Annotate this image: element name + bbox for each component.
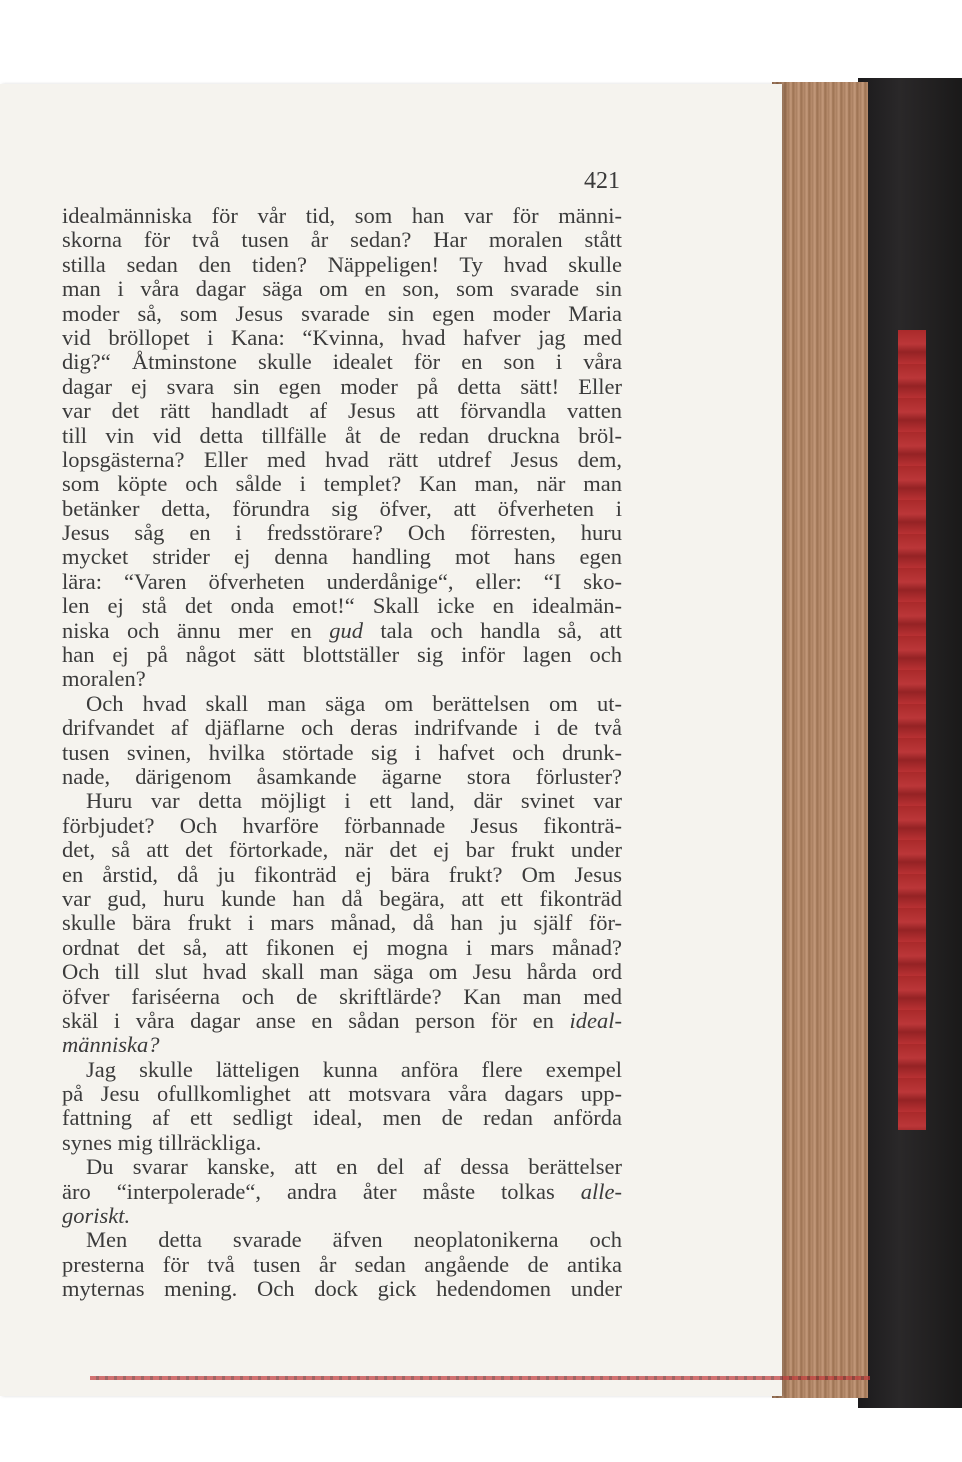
text-run: dig?“ Åtminstone skulle idealet för en son i våra — [62, 349, 622, 375]
text-run: betänker detta, förundra sig öfver, att öfverheten i — [62, 495, 622, 521]
text-line — [62, 985, 622, 1009]
text-run: skorna för två tusen år sedan? Har moralen stått — [62, 227, 622, 253]
text-run: fattning af ett sedligt ideal, men de redan anförda — [62, 1105, 622, 1131]
text-run: var gud, huru kunde han då begära, att ett fikonträd — [62, 885, 622, 911]
text-line — [62, 692, 622, 716]
text-run: öfver fariséerna och de skriftlärde? Kan man med — [62, 983, 622, 1009]
text-line — [62, 570, 622, 594]
text-run: skäl i våra dagar anse en sådan person för en — [62, 1007, 570, 1033]
text-line — [62, 765, 622, 789]
text-line — [62, 716, 622, 740]
text-run: på Jesu ofullkomlighet att motsvara våra dagars upp- — [62, 1081, 622, 1107]
text-line — [62, 887, 622, 911]
text-run: idealmänniska för vår tid, som han var för männi- — [62, 203, 622, 228]
text-run: drifvandet af djäflarne och deras indrifvande i de två — [62, 715, 622, 741]
text-run: myternas mening. Och dock gick hedendomen under — [62, 1276, 622, 1302]
text-run: lära: “Varen öfverheten underdånige“, eller: “I sko- — [62, 568, 622, 594]
page-number: 421 — [584, 168, 620, 194]
page-bottom-band — [90, 1376, 870, 1380]
text-line — [62, 1131, 622, 1155]
text-run: lopsgästerna? Eller med hvad rätt utdref Jesus dem, — [62, 446, 622, 472]
text-run: det, så att det förtorkade, när det ej bar frukt under — [62, 837, 622, 863]
text-run: Huru var detta möjligt i ett land, där svinet var — [86, 788, 622, 814]
text-run: förbjudet? Och hvarföre förbannade Jesus fikonträ- — [62, 812, 622, 838]
text-line — [62, 350, 622, 374]
text-line — [62, 521, 622, 545]
text-run: presterna för två tusen år sedan angående de antika — [62, 1251, 622, 1277]
text-run: till vin vid detta tillfälle åt de redan druckna bröl- — [62, 422, 622, 448]
italic-text: ideal- — [569, 1007, 622, 1033]
text-line — [62, 1155, 622, 1179]
text-run: len ej stå det onda emot!“ Skall icke en idealmän- — [62, 593, 622, 619]
text-run: vid bröllopet i Kana: “Kvinna, hvad hafver jag med — [62, 324, 622, 350]
text-line — [62, 643, 622, 667]
text-run: var det rätt handladt af Jesus att förvandla vatten — [62, 398, 622, 424]
text-line — [62, 277, 622, 301]
body-text — [62, 204, 622, 1302]
text-run: som köpte och sålde i templet? Kan man, när man — [62, 471, 622, 497]
text-line — [62, 302, 622, 326]
text-line — [62, 1277, 622, 1301]
text-line — [62, 1106, 622, 1130]
text-run: moralen? — [62, 666, 146, 692]
text-run: tala och handla så, att — [362, 617, 623, 643]
text-line — [62, 1033, 622, 1057]
italic-text: människa? — [62, 1032, 160, 1058]
text-run: Och hvad skall man säga om berättelsen om ut- — [86, 690, 622, 716]
text-run: skulle bära frukt i mars månad, då han ju själf för- — [62, 910, 622, 936]
text-run: stilla sedan den tiden? Näppeligen! Ty hvad skulle — [62, 251, 622, 277]
spine-label — [898, 330, 926, 1130]
text-line — [62, 326, 622, 350]
text-line — [62, 253, 622, 277]
text-line — [62, 472, 622, 496]
text-line — [62, 1228, 622, 1252]
text-line — [62, 936, 622, 960]
text-line — [62, 789, 622, 813]
text-run: nade, därigenom åsamkande ägarne stora förluster? — [62, 763, 622, 789]
text-line — [62, 1204, 622, 1228]
text-line — [62, 838, 622, 862]
text-run: niska och ännu mer en — [62, 617, 330, 643]
text-line — [62, 814, 622, 838]
text-run: Jesus såg en i fredsstörare? Och förresten, huru — [62, 520, 622, 546]
text-line — [62, 911, 622, 935]
italic-text: alle- — [580, 1178, 622, 1204]
text-line — [62, 204, 622, 228]
text-line — [62, 594, 622, 618]
text-line — [62, 424, 622, 448]
text-line — [62, 1009, 622, 1033]
text-run: dagar ej svara sin egen moder på detta sätt! Eller — [62, 373, 622, 399]
text-run: tusen svinen, hvilka störtade sig i hafvet och drunk- — [62, 739, 622, 765]
text-line — [62, 1180, 622, 1204]
text-run: synes mig tillräckliga. — [62, 1129, 262, 1155]
italic-text: goriskt. — [62, 1203, 131, 1229]
text-line — [62, 667, 622, 691]
text-run: en årstid, då ju fikonträd ej bära frukt? Om Jesus — [62, 861, 622, 887]
text-line — [62, 619, 622, 643]
text-line — [62, 1082, 622, 1106]
text-run: Jag skulle lätteligen kunna anföra flere exempel — [86, 1056, 622, 1082]
text-run: mycket strider ej denna handling mot hans egen — [62, 544, 622, 570]
text-line — [62, 375, 622, 399]
text-line — [62, 960, 622, 984]
text-run: Men detta svarade äfven neoplatonikerna och — [86, 1227, 622, 1253]
text-run: Du svarar kanske, att en del af dessa berättelser — [86, 1154, 622, 1180]
text-line — [62, 497, 622, 521]
text-line — [62, 741, 622, 765]
text-line — [62, 399, 622, 423]
text-line — [62, 1058, 622, 1082]
text-run: Och till slut hvad skall man säga om Jesu hårda ord — [62, 959, 622, 985]
text-run: han ej på något sätt blottställer sig inför lagen och — [62, 642, 622, 668]
text-run: ordnat det så, att fikonen ej mogna i mars månad? — [62, 934, 622, 960]
italic-text: gud — [329, 617, 363, 643]
text-line — [62, 448, 622, 472]
text-run: moder så, som Jesus svarade sin egen moder Maria — [62, 300, 622, 326]
text-line — [62, 228, 622, 252]
text-run: äro “interpolerade“, andra åter måste tolkas — [62, 1178, 581, 1204]
text-run: man i våra dagar säga om en son, som svarade sin — [62, 276, 622, 302]
text-line — [62, 545, 622, 569]
text-line — [62, 1253, 622, 1277]
text-line — [62, 863, 622, 887]
